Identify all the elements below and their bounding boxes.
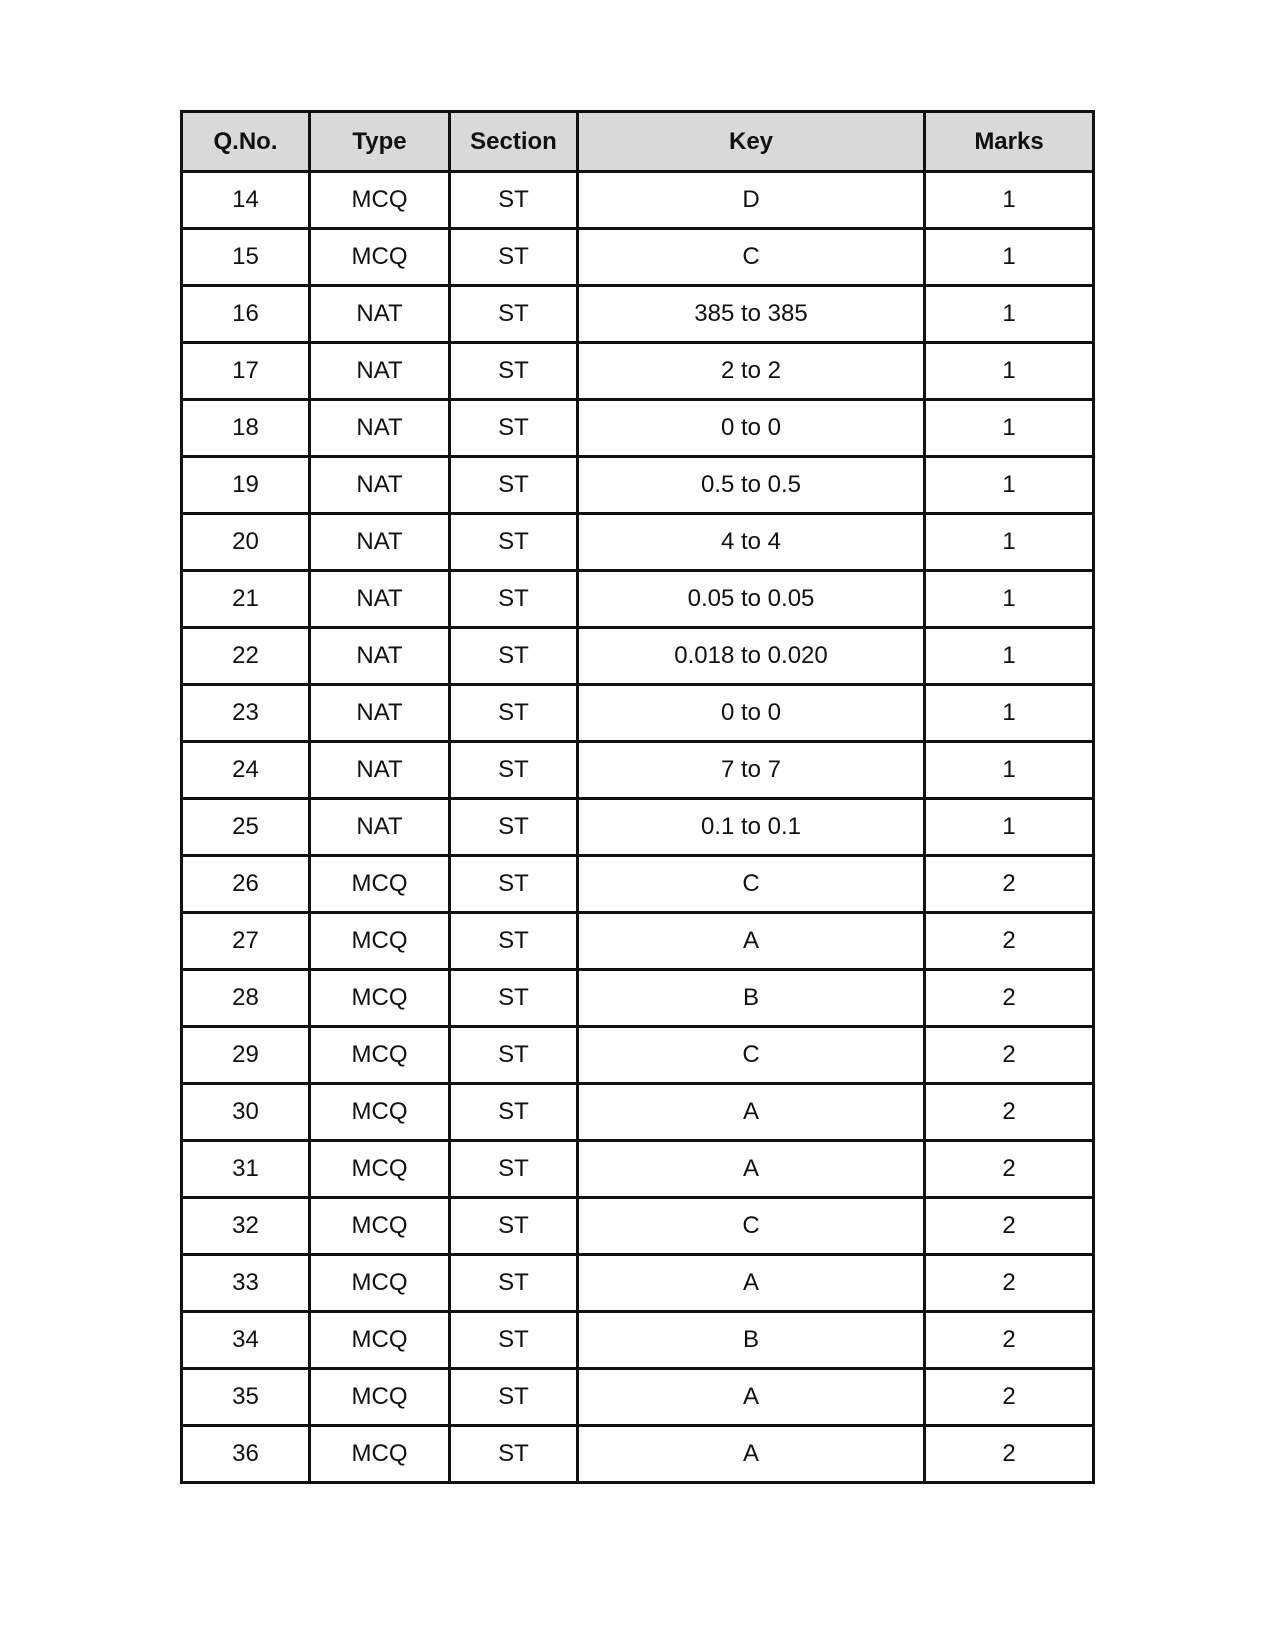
cell-section: ST [450,913,578,970]
table-row [182,1312,1094,1369]
cell-qno: 33 [182,1255,310,1312]
table-row [182,229,1094,286]
cell-marks: 1 [925,286,1094,343]
table-row [182,1198,1094,1255]
cell-key: 385 to 385 [578,286,925,343]
cell-marks: 1 [925,742,1094,799]
cell-type: MCQ [310,172,450,229]
cell-type: MCQ [310,1312,450,1369]
cell-qno: 32 [182,1198,310,1255]
cell-section: ST [450,1369,578,1426]
cell-type: MCQ [310,970,450,1027]
table-row [182,1027,1094,1084]
cell-type: MCQ [310,1426,450,1483]
cell-marks: 1 [925,514,1094,571]
cell-qno: 30 [182,1084,310,1141]
cell-qno: 23 [182,685,310,742]
cell-section: ST [450,1198,578,1255]
cell-key: A [578,1369,925,1426]
cell-key: C [578,229,925,286]
table-row [182,742,1094,799]
cell-qno: 22 [182,628,310,685]
cell-section: ST [450,343,578,400]
cell-key: C [578,1027,925,1084]
cell-marks: 2 [925,1198,1094,1255]
cell-type: NAT [310,457,450,514]
table-row [182,343,1094,400]
header-type: Type [310,112,450,172]
cell-section: ST [450,172,578,229]
cell-qno: 19 [182,457,310,514]
cell-marks: 1 [925,571,1094,628]
cell-key: 7 to 7 [578,742,925,799]
cell-key: 0 to 0 [578,685,925,742]
table-row [182,970,1094,1027]
cell-marks: 2 [925,1027,1094,1084]
cell-qno: 20 [182,514,310,571]
cell-type: MCQ [310,1141,450,1198]
table-row [182,913,1094,970]
cell-key: C [578,1198,925,1255]
cell-key: A [578,1141,925,1198]
cell-key: 4 to 4 [578,514,925,571]
cell-section: ST [450,286,578,343]
cell-section: ST [450,229,578,286]
cell-key: 0.05 to 0.05 [578,571,925,628]
cell-key: 0.018 to 0.020 [578,628,925,685]
cell-qno: 28 [182,970,310,1027]
cell-marks: 1 [925,229,1094,286]
cell-type: MCQ [310,1084,450,1141]
cell-marks: 1 [925,400,1094,457]
cell-section: ST [450,571,578,628]
cell-section: ST [450,1084,578,1141]
table-body [182,172,1094,1483]
cell-section: ST [450,1312,578,1369]
cell-section: ST [450,457,578,514]
cell-marks: 2 [925,1426,1094,1483]
cell-marks: 2 [925,1255,1094,1312]
cell-qno: 31 [182,1141,310,1198]
table-row [182,400,1094,457]
cell-key: 0.1 to 0.1 [578,799,925,856]
cell-type: NAT [310,571,450,628]
cell-key: 0 to 0 [578,400,925,457]
header-key: Key [578,112,925,172]
cell-section: ST [450,742,578,799]
table-row [182,514,1094,571]
cell-qno: 18 [182,400,310,457]
cell-qno: 36 [182,1426,310,1483]
header-section: Section [450,112,578,172]
cell-marks: 2 [925,856,1094,913]
cell-type: MCQ [310,913,450,970]
cell-qno: 16 [182,286,310,343]
answer-key-table [180,110,1095,1484]
cell-key: D [578,172,925,229]
cell-qno: 25 [182,799,310,856]
cell-qno: 35 [182,1369,310,1426]
cell-key: A [578,913,925,970]
cell-marks: 1 [925,799,1094,856]
cell-type: MCQ [310,229,450,286]
cell-marks: 1 [925,172,1094,229]
cell-section: ST [450,1027,578,1084]
cell-type: NAT [310,799,450,856]
cell-section: ST [450,400,578,457]
table-row [182,628,1094,685]
cell-key: A [578,1255,925,1312]
cell-qno: 21 [182,571,310,628]
cell-section: ST [450,1426,578,1483]
table-row [182,1141,1094,1198]
cell-type: NAT [310,685,450,742]
table-row [182,799,1094,856]
cell-type: NAT [310,742,450,799]
header-marks: Marks [925,112,1094,172]
table-row [182,1084,1094,1141]
cell-key: A [578,1426,925,1483]
cell-section: ST [450,1255,578,1312]
cell-type: NAT [310,514,450,571]
cell-qno: 29 [182,1027,310,1084]
cell-type: MCQ [310,1255,450,1312]
cell-section: ST [450,685,578,742]
cell-key: B [578,970,925,1027]
cell-type: NAT [310,400,450,457]
cell-marks: 1 [925,343,1094,400]
cell-key: 2 to 2 [578,343,925,400]
cell-qno: 27 [182,913,310,970]
cell-marks: 1 [925,628,1094,685]
header-row [182,112,1094,172]
cell-section: ST [450,799,578,856]
cell-marks: 2 [925,1312,1094,1369]
cell-key: A [578,1084,925,1141]
cell-section: ST [450,970,578,1027]
cell-type: MCQ [310,1198,450,1255]
cell-type: MCQ [310,1369,450,1426]
table-row [182,286,1094,343]
cell-section: ST [450,628,578,685]
header-qno: Q.No. [182,112,310,172]
cell-marks: 1 [925,457,1094,514]
cell-type: MCQ [310,856,450,913]
table-row [182,172,1094,229]
cell-section: ST [450,856,578,913]
cell-qno: 17 [182,343,310,400]
cell-key: C [578,856,925,913]
cell-qno: 26 [182,856,310,913]
cell-marks: 2 [925,1141,1094,1198]
cell-qno: 34 [182,1312,310,1369]
cell-qno: 14 [182,172,310,229]
cell-key: B [578,1312,925,1369]
table-row [182,457,1094,514]
cell-section: ST [450,514,578,571]
table-row [182,1255,1094,1312]
cell-marks: 2 [925,913,1094,970]
cell-key: 0.5 to 0.5 [578,457,925,514]
cell-type: NAT [310,343,450,400]
cell-marks: 2 [925,1369,1094,1426]
cell-marks: 1 [925,685,1094,742]
table-row [182,571,1094,628]
cell-type: MCQ [310,1027,450,1084]
cell-section: ST [450,1141,578,1198]
cell-type: NAT [310,286,450,343]
table-row [182,856,1094,913]
table-row [182,685,1094,742]
cell-type: NAT [310,628,450,685]
cell-marks: 2 [925,1084,1094,1141]
table-row [182,1369,1094,1426]
cell-qno: 24 [182,742,310,799]
cell-marks: 2 [925,970,1094,1027]
cell-qno: 15 [182,229,310,286]
table-row [182,1426,1094,1483]
